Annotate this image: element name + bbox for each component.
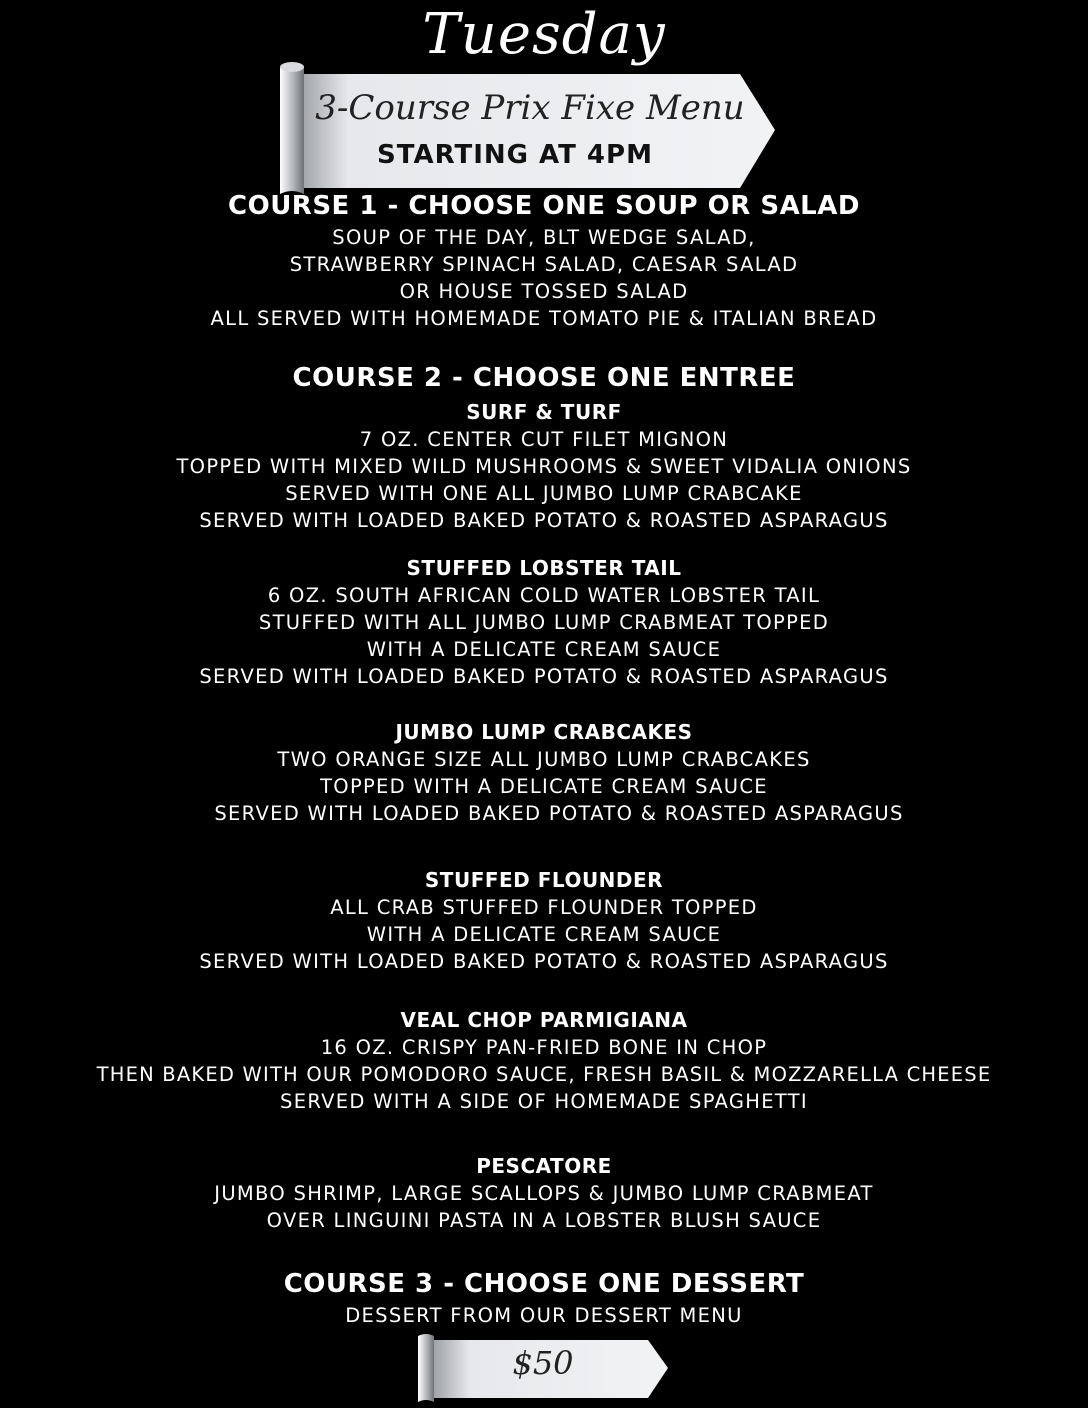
start-time: STARTING AT 4PM: [377, 140, 653, 170]
entree-line: SERVED WITH ONE ALL JUMBO LUMP CRABCAKE: [285, 482, 803, 505]
course-2-heading: COURSE 2 - CHOOSE ONE ENTREE: [292, 363, 796, 393]
course-1-line: SOUP OF THE DAY, BLT WEDGE SALAD,: [332, 226, 756, 249]
entree-stuffed-lobster-tail: [0, 554, 1088, 690]
entree-pescatore: [0, 1152, 1088, 1234]
menu-title: 3-Course Prix Fixe Menu: [315, 88, 745, 128]
entree-line: JUMBO SHRIMP, LARGE SCALLOPS & JUMBO LUMP CRABMEAT: [214, 1182, 874, 1205]
entree-name: STUFFED FLOUNDER: [424, 868, 664, 892]
course-3-line: DESSERT FROM OUR DESSERT MENU: [345, 1304, 743, 1327]
entree-line: SERVED WITH LOADED BAKED POTATO & ROASTED ASPARAGUS: [199, 950, 889, 973]
course-1-line: STRAWBERRY SPINACH SALAD, CAESAR SALAD: [289, 253, 799, 276]
course-1-section: [0, 188, 1088, 332]
entree-line: SERVED WITH LOADED BAKED POTATO & ROASTED ASPARAGUS: [214, 802, 904, 825]
entree-name: PESCATORE: [476, 1154, 612, 1178]
day-title: Tuesday: [422, 2, 666, 67]
course-3-section: [0, 1266, 1088, 1329]
entree-name: VEAL CHOP PARMIGIANA: [400, 1008, 688, 1032]
course-1-line: OR HOUSE TOSSED SALAD: [399, 280, 689, 303]
entree-line: STUFFED WITH ALL JUMBO LUMP CRABMEAT TOPPED: [258, 611, 830, 634]
course-1-heading: COURSE 1 - CHOOSE ONE SOUP OR SALAD: [228, 191, 860, 221]
entree-line: WITH A DELICATE CREAM SAUCE: [366, 638, 722, 661]
entree-line: TOPPED WITH MIXED WILD MUSHROOMS & SWEET VIDALIA ONIONS: [176, 455, 912, 478]
entree-veal-chop-parmigiana: [0, 1006, 1088, 1115]
entree-line: WITH A DELICATE CREAM SAUCE: [366, 923, 722, 946]
entree-line: TWO ORANGE SIZE ALL JUMBO LUMP CRABCAKES: [277, 748, 811, 771]
entree-line: TOPPED WITH A DELICATE CREAM SAUCE: [320, 775, 768, 798]
entree-name: JUMBO LUMP CRABCAKES: [395, 720, 693, 744]
entree-name: STUFFED LOBSTER TAIL: [406, 556, 682, 580]
entree-stuffed-flounder: [0, 866, 1088, 975]
course-3-heading: COURSE 3 - CHOOSE ONE DESSERT: [283, 1269, 805, 1299]
entree-line: SERVED WITH LOADED BAKED POTATO & ROASTED ASPARAGUS: [199, 665, 889, 688]
price: $50: [512, 1344, 574, 1382]
entree-line: 16 OZ. CRISPY PAN-FRIED BONE IN CHOP: [320, 1036, 768, 1059]
entree-line: SERVED WITH LOADED BAKED POTATO & ROASTED ASPARAGUS: [199, 509, 889, 532]
entree-line: 7 OZ. CENTER CUT FILET MIGNON: [359, 428, 729, 451]
entree-line: SERVED WITH A SIDE OF HOMEMADE SPAGHETTI: [280, 1090, 808, 1113]
entree-surf-turf: [0, 398, 1088, 534]
entree-line: OVER LINGUINI PASTA IN A LOBSTER BLUSH SAUCE: [266, 1209, 822, 1232]
entree-name: SURF & TURF: [466, 400, 622, 424]
entree-jumbo-lump-crabcakes: [0, 718, 1088, 827]
entree-line: ALL CRAB STUFFED FLOUNDER TOPPED: [330, 896, 758, 919]
entree-line: 6 OZ. SOUTH AFRICAN COLD WATER LOBSTER TAIL: [267, 584, 821, 607]
course-1-line: ALL SERVED WITH HOMEMADE TOMATO PIE & ITALIAN BREAD: [210, 307, 878, 330]
menu-title-banner: [270, 58, 790, 198]
entree-line: THEN BAKED WITH OUR POMODORO SAUCE, FRESH BASIL & MOZZARELLA CHEESE: [96, 1063, 992, 1086]
